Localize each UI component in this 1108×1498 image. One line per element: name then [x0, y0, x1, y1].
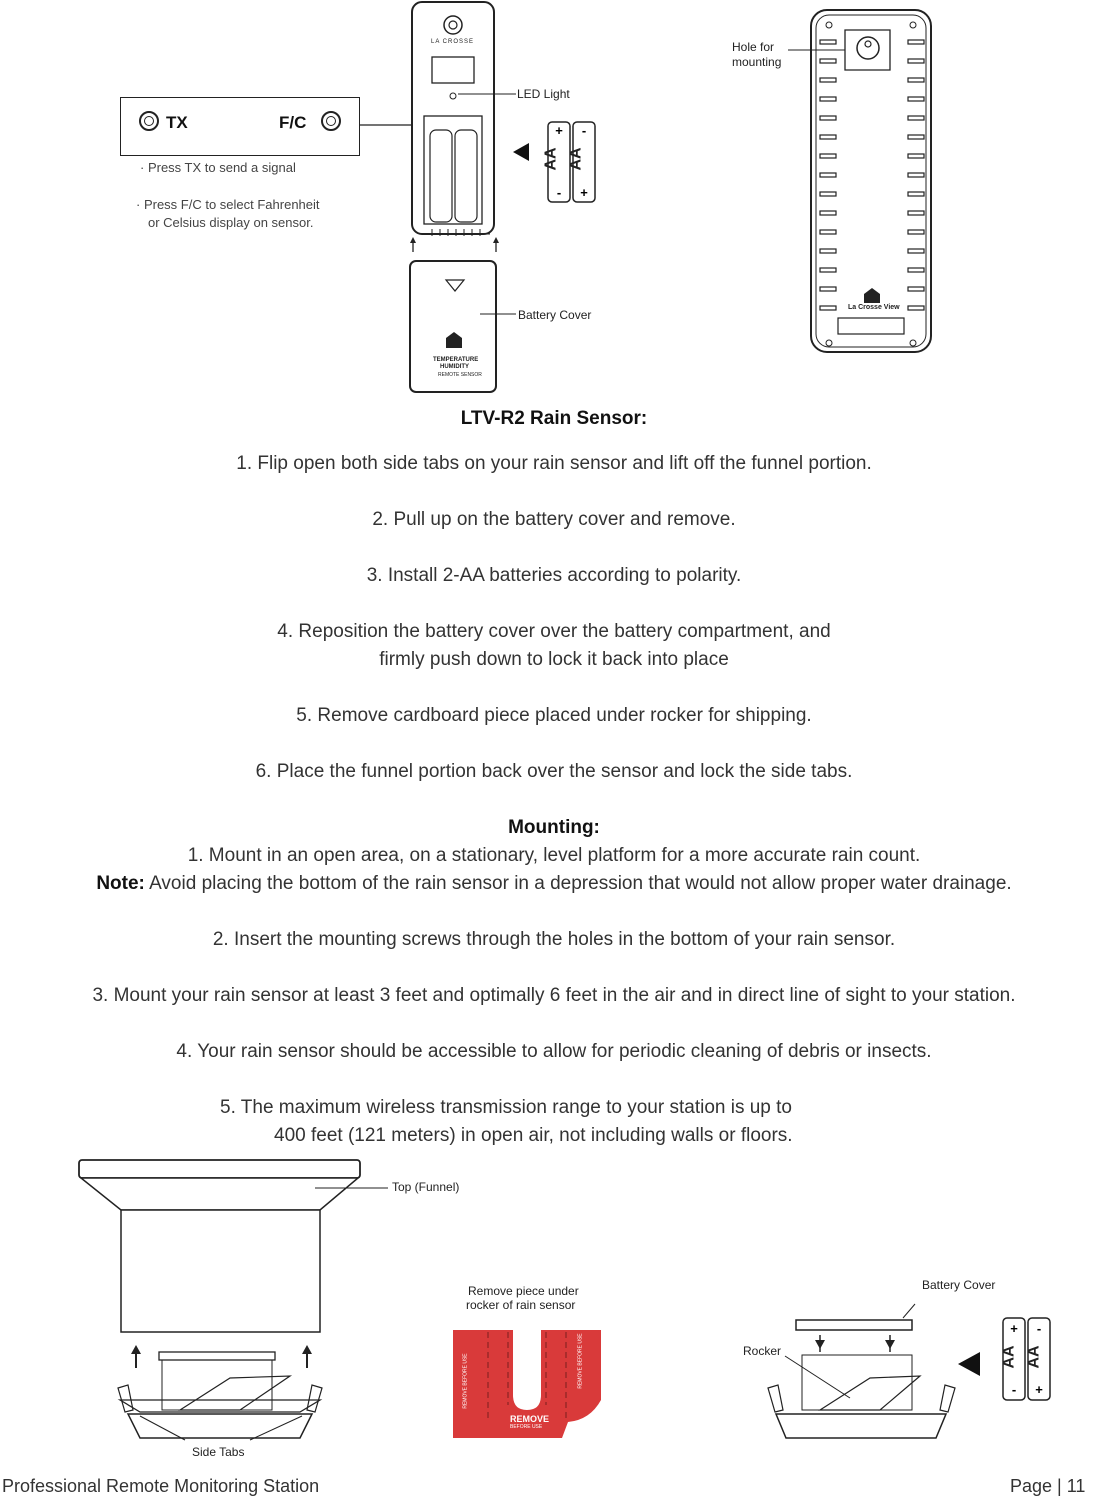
remove-tag: REMOVE: [510, 1414, 550, 1424]
step-4b: firmly push down to lock it back into place: [379, 649, 729, 670]
battery-label-2: AA: [567, 147, 585, 171]
cover-text-1: TEMPERATURE: [433, 357, 479, 363]
svg-text:+: +: [555, 123, 563, 138]
svg-text:-: -: [581, 123, 587, 138]
remove-tag-sub: BEFORE USE: [510, 1424, 543, 1430]
remove-label-1: Remove piece under: [468, 1284, 579, 1298]
battery-label-3: AA: [1000, 1345, 1018, 1369]
battery-cover-label-bottom: Battery Cover: [922, 1278, 996, 1292]
mounting-line-5b: 400 feet (121 meters) in open air, not including walls or floors.: [274, 1125, 793, 1146]
svg-text:-: -: [1011, 1382, 1017, 1397]
mounting-line-4: 4. Your rain sensor should be accessible to allow for periodic cleaning of debris or insects.: [176, 1041, 932, 1062]
battery-cover-label-top: Battery Cover: [518, 308, 592, 322]
brand-front: LA CROSSE: [431, 39, 475, 45]
svg-text:-: -: [1036, 1321, 1042, 1336]
step-4a: 4. Reposition the battery cover over the battery compartment, and: [277, 621, 831, 642]
mounting-line-1: 1. Mount in an open area, on a stationary, level platform for a more accurate rain count.: [187, 845, 921, 866]
caption-fc-2: or Celsius display on sensor.: [148, 215, 314, 230]
svg-text:+: +: [1010, 1321, 1018, 1336]
section-title: LTV-R2 Rain Sensor:: [460, 408, 648, 429]
brand-back: La Crosse View: [848, 304, 900, 311]
note-label: Note:: [96, 873, 145, 894]
led-light-label: LED Light: [517, 87, 570, 101]
rocker-label: Rocker: [743, 1344, 782, 1358]
mounting-line-2: 2. Insert the mounting screws through the holes in the bottom of your rain sensor.: [212, 929, 896, 950]
tx-label: TX: [166, 113, 188, 132]
cover-text-3: REMOTE SENSOR: [438, 372, 482, 378]
mounting-line-3: 3. Mount your rain sensor at least 3 feet and optimally 6 feet in the air and in direct line of sight to your station.: [92, 985, 1016, 1006]
page-number: Page | 11: [1010, 1476, 1086, 1496]
mounting-line-5a: 5. The maximum wireless transmission range to your station is up to: [220, 1097, 792, 1118]
footer-title: Professional Remote Monitoring Station: [2, 1476, 320, 1496]
caption-tx: · Press TX to send a signal: [140, 160, 296, 175]
cover-text-2: HUMIDITY: [440, 364, 469, 370]
remove-label-2: rocker of rain sensor: [466, 1298, 576, 1312]
hole-label-2: mounting: [732, 55, 782, 69]
svg-text:-: -: [556, 185, 562, 200]
funnel-label: Top (Funnel): [392, 1180, 460, 1194]
battery-label-4: AA: [1025, 1345, 1043, 1369]
fc-label: F/C: [279, 113, 307, 132]
side-tabs-label: Side Tabs: [192, 1445, 245, 1459]
note-text: Avoid placing the bottom of the rain sensor in a depression that would not allow proper water drainage.: [144, 873, 1012, 894]
hole-label-1: Hole for: [732, 40, 775, 54]
step-6: 6. Place the funnel portion back over the sensor and lock the side tabs.: [255, 761, 853, 782]
step-1: 1. Flip open both side tabs on your rain sensor and lift off the funnel portion.: [236, 453, 872, 474]
battery-label-1: AA: [542, 147, 560, 171]
svg-text:+: +: [580, 185, 588, 200]
step-2: 2. Pull up on the battery cover and remove.: [372, 509, 736, 530]
step-3: 3. Install 2-AA batteries according to polarity.: [366, 565, 742, 586]
svg-text:+: +: [1035, 1382, 1043, 1397]
mounting-title: Mounting:: [508, 817, 600, 838]
caption-fc-1: · Press F/C to select Fahrenheit: [136, 197, 320, 212]
remove-side-right: REMOVE BEFORE USE: [577, 1333, 584, 1389]
remove-side-left: REMOVE BEFORE USE: [462, 1353, 469, 1409]
step-5: 5. Remove cardboard piece placed under rocker for shipping.: [296, 705, 812, 726]
